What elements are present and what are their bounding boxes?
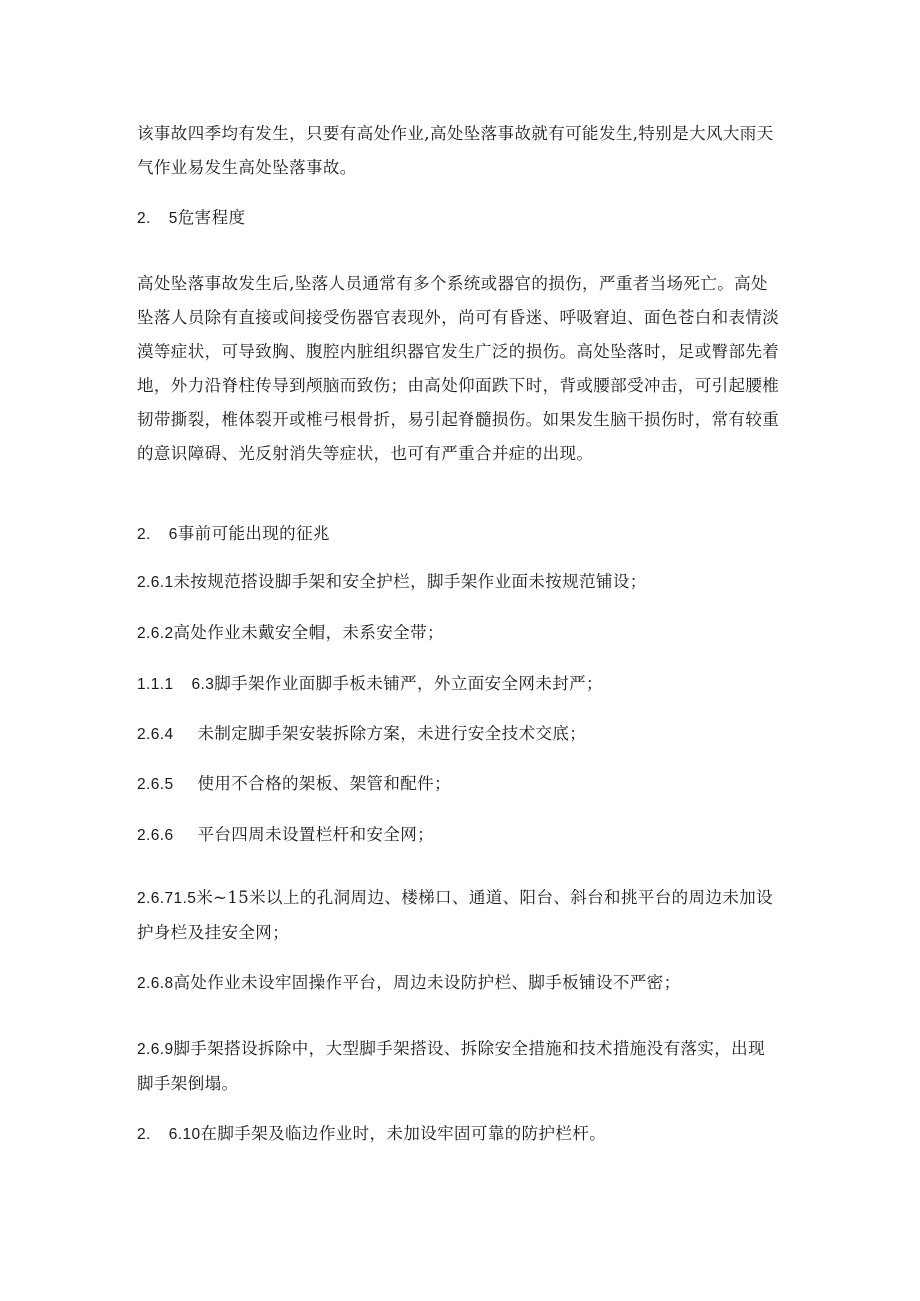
section-title: 事前可能出现的征兆	[177, 524, 330, 543]
item-number: 6.3	[191, 676, 215, 693]
item-number: 6.10	[168, 1126, 201, 1143]
section-heading-2-5	[137, 201, 787, 236]
item-text: 脚手架搭设拆除中，大型脚手架搭设、拆除安全措施和技术措施没有落实，出现	[173, 1039, 765, 1058]
list-item-1-1-1	[137, 667, 787, 702]
item-number: 2.6.71.5	[137, 890, 197, 907]
item-number: 1.1.1	[137, 676, 174, 693]
item-text: 未按规范搭设脚手架和安全护栏，脚手架作业面未按规范铺设；	[173, 572, 647, 591]
text-line: 该事故四季均有发生，只要有高处作业,高处坠落事故就有可能发生,特别是大风大雨天	[137, 124, 774, 143]
item-text: 平台四周未设置栏杆和安全网；	[197, 825, 435, 844]
list-item-2-6-4	[137, 717, 787, 752]
text-line: 气作业易发生高处坠落事故。	[137, 158, 357, 177]
section-title: 危害程度	[177, 208, 246, 227]
item-number: 2.6.8	[137, 975, 174, 992]
item-text: 在脚手架及临边作业时，未加设牢固可靠的防护栏杆。	[200, 1124, 607, 1143]
list-item-2-6-1	[137, 565, 787, 600]
item-text: 使用不合格的架板、架管和配件；	[197, 774, 451, 793]
list-item-2-6-5	[137, 767, 787, 802]
list-item-2-6-10	[137, 1117, 787, 1152]
list-item-2-6-7	[137, 881, 787, 950]
section-number: 2.	[137, 526, 151, 543]
section-number: 5	[168, 210, 178, 227]
section-number: 6	[168, 526, 178, 543]
paragraph-harm-degree	[137, 267, 787, 471]
list-item-2-6-9	[137, 1032, 787, 1101]
item-number: 2.6.5	[137, 776, 174, 793]
item-number: 2.6.4	[137, 726, 174, 743]
text-line: 的意识障碍、光反射消失等症状，也可有严重合并症的出现。	[137, 444, 594, 463]
item-number: 2.6.1	[137, 574, 174, 591]
item-text: 米~15米以上的孔洞周边、楼梯口、通道、阳台、斜台和挑平台的周边未加设	[196, 888, 774, 907]
section-heading-2-6	[137, 517, 787, 552]
text-line: 高处坠落事故发生后,坠落人员通常有多个系统或器官的损伤，严重者当场死亡。高处	[137, 274, 768, 293]
text-line: 地，外力沿脊柱传导到颅脑而致伤；由高处仰面跌下时，背或腰部受冲击，可引起腰椎	[137, 376, 780, 395]
item-number: 2.	[137, 1126, 151, 1143]
text-line: 坠落人员除有直接或间接受伤器官表现外，尚可有昏迷、呼吸窘迫、面色苍白和表情淡	[137, 308, 780, 327]
section-number: 2.	[137, 210, 151, 227]
item-text: 高处作业未戴安全帽，未系安全带；	[173, 623, 444, 642]
item-text: 脚手架作业面脚手板未铺严，外立面安全网未封严；	[214, 674, 603, 693]
item-text: 未制定脚手架安装拆除方案，未进行安全技术交底；	[197, 724, 587, 743]
paragraph-occurrence	[137, 117, 787, 185]
list-item-2-6-6	[137, 818, 787, 853]
item-number: 2.6.2	[137, 625, 174, 642]
item-number: 2.6.6	[137, 827, 174, 844]
item-text-continued: 护身栏及挂安全网；	[137, 923, 290, 942]
item-number: 2.6.9	[137, 1041, 174, 1058]
item-text: 高处作业未设牢固操作平台，周边未设防护栏、脚手板铺设不严密；	[173, 973, 681, 992]
item-text-continued: 脚手架倒塌。	[137, 1074, 239, 1093]
list-item-2-6-8	[137, 966, 787, 1001]
list-item-2-6-2	[137, 616, 787, 651]
text-line: 漠等症状，可导致胸、腹腔内脏组织器官发生广泛的损伤。高处坠落时，足或臀部先着	[137, 342, 780, 361]
text-line: 韧带撕裂，椎体裂开或椎弓根骨折，易引起脊髓损伤。如果发生脑干损伤时，常有较重	[137, 410, 780, 429]
